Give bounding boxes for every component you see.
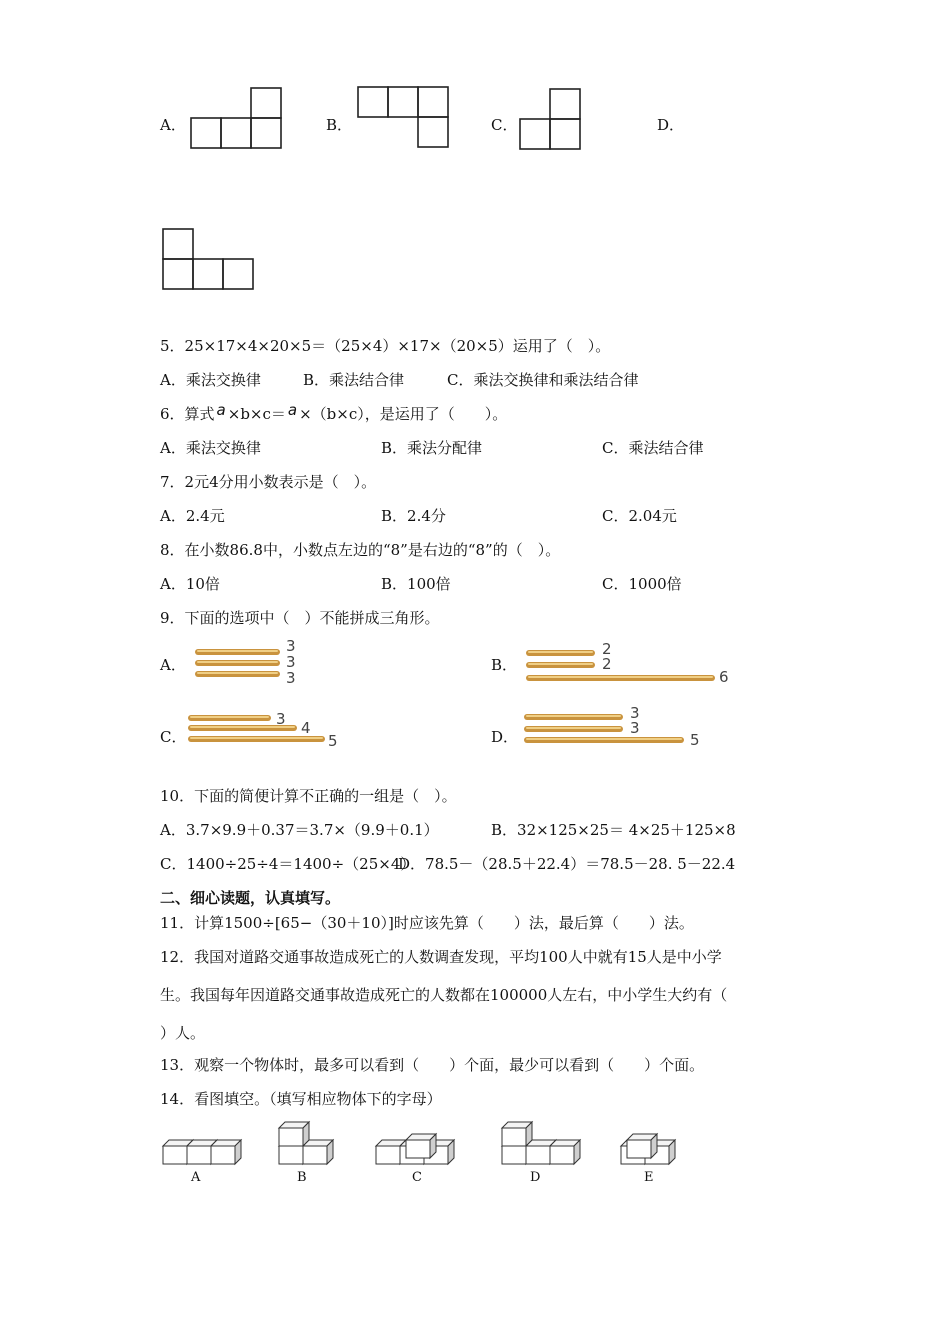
q4-figure-b [357, 86, 457, 150]
q6-stem [160, 401, 508, 424]
q14-label-e: E [644, 1170, 654, 1185]
q5-stem: 5．25×17×4×20×5＝（25×4）×17×（20×5）运用了（ ）。 [160, 337, 611, 355]
stick-length-label: 2 [602, 640, 612, 658]
q9-option-a-label: A． [160, 656, 186, 674]
q5-option-b: B．乘法结合律 [303, 371, 405, 389]
q14-figure-d [502, 1122, 580, 1164]
q14-figure-e [621, 1134, 675, 1164]
q14-figure-a [163, 1140, 241, 1164]
stick-length-label: 2 [602, 655, 612, 673]
q9-sticks-c [188, 710, 358, 750]
q14-figure-c [376, 1134, 454, 1164]
q9-option-b-label: B． [491, 656, 518, 674]
section-2-title: 二、细心读题，认真填写。 [160, 889, 341, 907]
q4-option-a-label: A． [160, 116, 186, 134]
q11-stem: 11．计算1500÷[65−（30＋10）]时应该先算（ ）法，最后算（ ）法。 [160, 914, 694, 932]
q9-sticks-d [524, 703, 724, 751]
q12-line-3: ）人。 [160, 1024, 206, 1042]
stick-length-label: 3 [630, 719, 640, 737]
q4-option-b-label: B． [326, 116, 353, 134]
q9-option-c-label: C． [160, 728, 187, 746]
q10-option-b: B．32×125×25＝ 4×25＋125×8 [491, 821, 736, 839]
q10-option-c: C．1400÷25÷4＝1400÷（25×4） [160, 855, 416, 873]
stick-length-label: 3 [286, 669, 296, 687]
q5-option-a: A．乘法交换律 [160, 371, 261, 389]
q7-option-a: A．2.4元 [160, 507, 225, 525]
q6-option-c: C．乘法结合律 [602, 439, 704, 457]
q6-option-b: B．乘法分配律 [381, 439, 483, 457]
q13-stem: 13．观察一个物体时，最多可以看到（ ）个面，最少可以看到（ ）个面。 [160, 1056, 705, 1074]
q14-label-d: D [530, 1170, 541, 1185]
q6-stem-pre: 6．算式 [160, 405, 215, 423]
q7-option-c: C．2.04元 [602, 507, 677, 525]
q10-stem: 10．下面的简便计算不正确的一组是（ ）。 [160, 787, 457, 805]
stick-length-label: 3 [630, 704, 640, 722]
q8-option-a: A．10倍 [160, 575, 220, 593]
stick-length-label: 5 [328, 732, 338, 750]
q4-option-d-label: D． [657, 116, 685, 134]
stick-length-label: 4 [301, 719, 311, 737]
q6-option-a: A．乘法交换律 [160, 439, 261, 457]
q6-stem-mid: ×b×c＝ [227, 405, 286, 423]
q6-var-a-2: a [287, 401, 298, 419]
q5-option-c: C．乘法交换律和乘法结合律 [447, 371, 639, 389]
q4-figure-d [162, 228, 262, 292]
q12-line-2: 生。我国每年因道路交通事故造成死亡的人数都在100000人左右，中小学生大约有（ [160, 986, 728, 1004]
q14-label-c: C [412, 1170, 422, 1185]
stick-length-label: 6 [719, 668, 729, 686]
q8-stem: 8．在小数86.8中，小数点左边的“8”是右边的“8”的（ ）。 [160, 541, 561, 559]
q8-option-c: C．1000倍 [602, 575, 682, 593]
q8-option-b: B．100倍 [381, 575, 451, 593]
q14-label-a: A [191, 1170, 201, 1185]
q14-figures [160, 1120, 700, 1190]
q14-stem: 14．看图填空。（填写相应物体下的字母） [160, 1090, 442, 1108]
q7-stem: 7．2元4分用小数表示是（ ）。 [160, 473, 377, 491]
stick-length-label: 3 [286, 653, 296, 671]
q6-var-a-1: a [216, 401, 226, 419]
stick-length-label: 3 [286, 637, 296, 655]
q6-stem-post: ×（b×c），是运用了（ ）。 [299, 405, 508, 423]
q9-option-d-label: D． [491, 728, 519, 746]
q10-option-d: D．78.5－（28.5＋22.4）＝78.5－28. 5－22.4 [398, 855, 736, 873]
q4-option-c-label: C． [491, 116, 518, 134]
q9-stem: 9．下面的选项中（ ）不能拼成三角形。 [160, 609, 440, 627]
stick-length-label: 3 [276, 710, 286, 728]
q4-figure-c [519, 88, 589, 152]
q4-figure-a [190, 88, 290, 152]
stick-length-label: 5 [690, 731, 700, 749]
q9-sticks-a [195, 637, 315, 690]
q9-sticks-b [526, 640, 766, 690]
q14-label-b: B [297, 1170, 307, 1185]
q7-option-b: B．2.4分 [381, 507, 446, 525]
q10-option-a: A．3.7×9.9＋0.37＝3.7×（9.9＋0.1） [160, 821, 439, 839]
q14-figure-b [279, 1122, 333, 1164]
q12-line-1: 12．我国对道路交通事故造成死亡的人数调查发现，平均100人中就有15人是中小学 [160, 948, 722, 966]
